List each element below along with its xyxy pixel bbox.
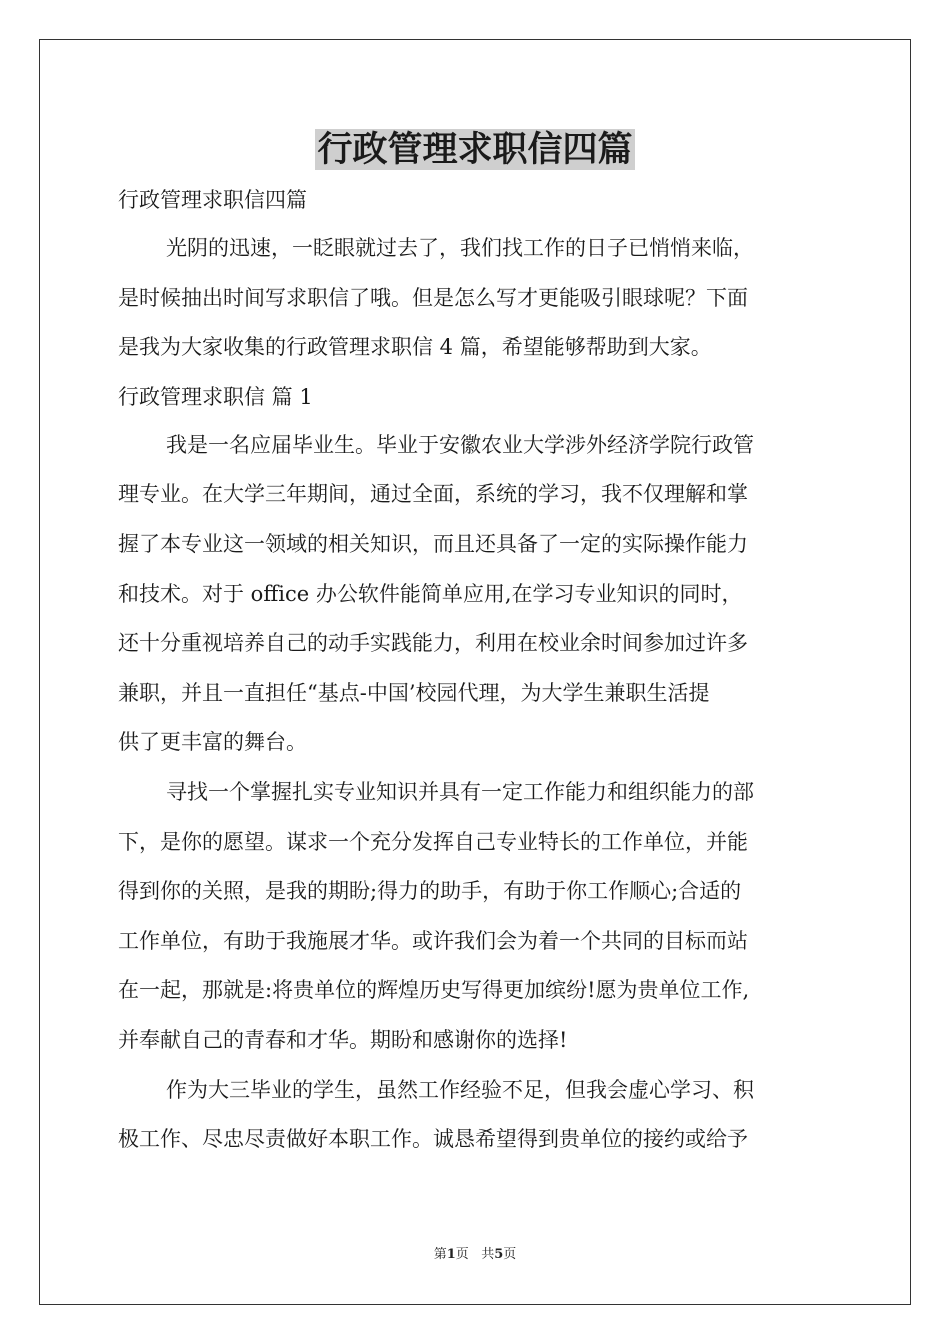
paragraph-line: 兼职，并且一直担任“基点-中国’校园代理，为大学生兼职生活提	[118, 680, 710, 705]
total-pages-number: 5	[494, 1247, 504, 1262]
paragraph-line: 供了更丰富的舞台。	[118, 730, 307, 755]
paragraph-line: 在一起，那就是:将贵单位的辉煌历史写得更加缤纷!愿为贵单位工作,	[118, 978, 750, 1003]
paragraph-line: 是我为大家收集的行政管理求职信 4 篇，希望能够帮助到大家。	[118, 335, 712, 360]
total-pages-suffix: 页	[503, 1247, 517, 1262]
paragraph-line: 作为大三毕业的学生，虽然工作经验不足，但我会虚心学习、积	[166, 1077, 754, 1102]
document-title-text: 行政管理求职信四篇	[317, 129, 633, 170]
paragraph-line: 和技术。对于 office 办公软件能简单应用,在学习专业知识的同时，	[118, 581, 743, 606]
document-title	[0, 126, 950, 174]
paragraph-line: 光阴的迅速，一眨眼就过去了，我们找工作的日子已悄悄来临，	[166, 236, 754, 260]
current-page-number: 1	[446, 1247, 456, 1262]
page-number-prefix: 第	[433, 1247, 447, 1262]
paragraph-line: 寻找一个掌握扎实专业知识并具有一定工作能力和组织能力的部	[166, 779, 754, 804]
document-body	[118, 176, 838, 1165]
paragraph-line: 还十分重视培养自己的动手实践能力，利用在校业余时间参加过许多	[118, 631, 748, 656]
paragraph-line: 理专业。在大学三年期间，通过全面，系统的学习，我不仅理解和掌	[118, 482, 748, 507]
page-number-suffix: 页	[455, 1247, 469, 1262]
paragraph-2	[118, 768, 838, 1066]
paragraph-line: 握了本专业这一领域的相关知识，而且还具备了一定的实际操作能力	[118, 531, 748, 556]
paragraph-line: 极工作、尽忠尽责做好本职工作。诚恳希望得到贵单位的接约或给予	[118, 1127, 748, 1152]
page-footer	[0, 1245, 950, 1265]
document-subtitle: 行政管理求职信四篇	[118, 188, 307, 212]
paragraph-3	[118, 1066, 838, 1165]
paragraph-line: 得到你的关照，是我的期盼;得力的助手，有助于你工作顺心;合适的	[118, 879, 742, 904]
total-pages-prefix: 共	[481, 1247, 495, 1262]
section-heading: 行政管理求职信 篇 1	[118, 384, 313, 409]
paragraph-line: 下，是你的愿望。谋求一个充分发挥自己专业特长的工作单位，并能	[118, 829, 748, 854]
paragraph-line: 我是一名应届毕业生。毕业于安徽农业大学涉外经济学院行政管	[166, 432, 754, 457]
paragraph-line: 并奉献自己的青春和才华。期盼和感谢你的选择!	[118, 1027, 568, 1052]
paragraph-1	[118, 421, 838, 768]
intro-paragraph	[118, 224, 838, 373]
paragraph-line: 工作单位，有助于我施展才华。或许我们会为着一个共同的目标而站	[118, 928, 748, 953]
paragraph-line: 是时候抽出时间写求职信了哦。但是怎么写才更能吸引眼球呢？下面	[118, 285, 748, 310]
